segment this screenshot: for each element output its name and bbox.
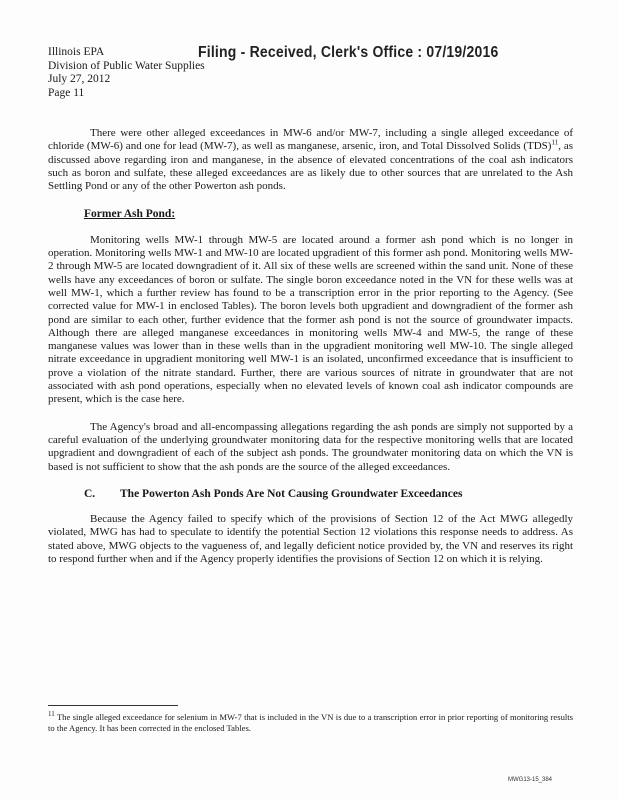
bates-number: MWG13-15_384 — [508, 777, 553, 783]
paragraph-text: , as discussed above regarding iron and manganese, in the absence of elevated concentrations of the coal ash indicators such as boron and sulfate, these alleged exceedances are as likely due to other sources that are unrelated to the Ash Settling Pond or any of the other Powerton ash ponds. — [48, 140, 573, 193]
section-letter: C. — [84, 487, 96, 500]
subheading-former-ash-pond: Former Ash Pond: — [84, 208, 176, 221]
document-body — [48, 127, 573, 566]
header-org: Illinois EPA — [48, 46, 105, 58]
header-division: Division of Public Water Supplies — [48, 59, 205, 72]
paragraph-section-12: Because the Agency failed to specify which of the provisions of Section 12 of the Act MWG allegedly violated, MWG has had to speculate to identify the potential Section 12 violations this response needs to address. As stated above, MWG objects to the vagueness of, and legally deficient notice provided by, the VN and reserves its right to respond further when and if the Agency properly identifies the provisions of Section 12 on which it is relying. — [48, 513, 573, 566]
letter-header — [48, 46, 205, 100]
paragraph-other-exceedances — [48, 127, 573, 193]
paragraph-text: There were other alleged exceedances in MW-6 and/or MW-7, including a single alleged exceedance of chloride (MW-6) and one for lead (MW-7), as well as manganese, arsenic, iron, and Total Dissolved Solids (TDS) — [48, 127, 573, 153]
section-title: The Powerton Ash Ponds Are Not Causing Groundwater Exceedances — [120, 487, 463, 500]
footnote-reference: 11 — [551, 138, 559, 147]
filing-stamp: Filing - Received, Clerk's Office : 07/19/2016 — [198, 42, 499, 61]
header-date: July 27, 2012 — [48, 73, 111, 85]
header-page-number: Page 11 — [48, 86, 85, 99]
paragraph-monitoring-wells: Monitoring wells MW-1 through MW-5 are located around a former ash pond which is no longer in operation. Monitoring wells MW-1 and MW-10 are located upgradient of this former ash pond. Monitoring wells MW-2 through MW-5 are located downgradient of it. All six of these wells are screened within the sand unit. None of these wells have any exceedances of boron or sulfate. The single boron exceedance noted in the VN for these wells was at well MW-1, which a further review has found to be a transcription error in the prior reporting to the Agency. (See corrected value for MW-1 in enclosed Tables). The boron levels both upgradient and downgradient of the former ash pond are similar to each other, further evidence that the former ash pond is not the source of groundwater impacts. Although there are alleged manganese exceedances in monitoring wells MW-4 and MW-5, the range of these manganese values was lower than in these wells than in the upgradient monitoring well MW-10. The single alleged nitrate exceedance in upgradient monitoring well MW-1 is an isolated, unconfirmed exceedance that is insufficient to prove a violation of the nitrate standard. Further, there are various sources of nitrate in groundwater that are not associated with ash pond operations, especially when no elevated levels of known coal ash indicator compounds are present, which is the case here. — [48, 233, 573, 406]
paragraph-agency-allegations: The Agency's broad and all-encompassing allegations regarding the ash ponds are simply not supported by a careful evaluation of the underlying groundwater monitoring data for the respective monitoring wells that are located upgradient and downgradient of each of the subject ash ponds. The groundwater monitoring data on which the VN is based is not sufficient to show that the ash ponds are the source of the alleged exceedances. — [48, 420, 573, 473]
footnote-text: The single alleged exceedance for selenium in MW-7 that is included in the VN is due to a transcription error in prior reporting of monitoring results to the Agency. It has been corrected in the enclosed Tables. — [48, 712, 573, 733]
section-heading — [84, 488, 573, 501]
footnote-divider — [48, 705, 178, 706]
footnote-number: 11 — [48, 710, 55, 719]
footnote — [48, 712, 573, 734]
